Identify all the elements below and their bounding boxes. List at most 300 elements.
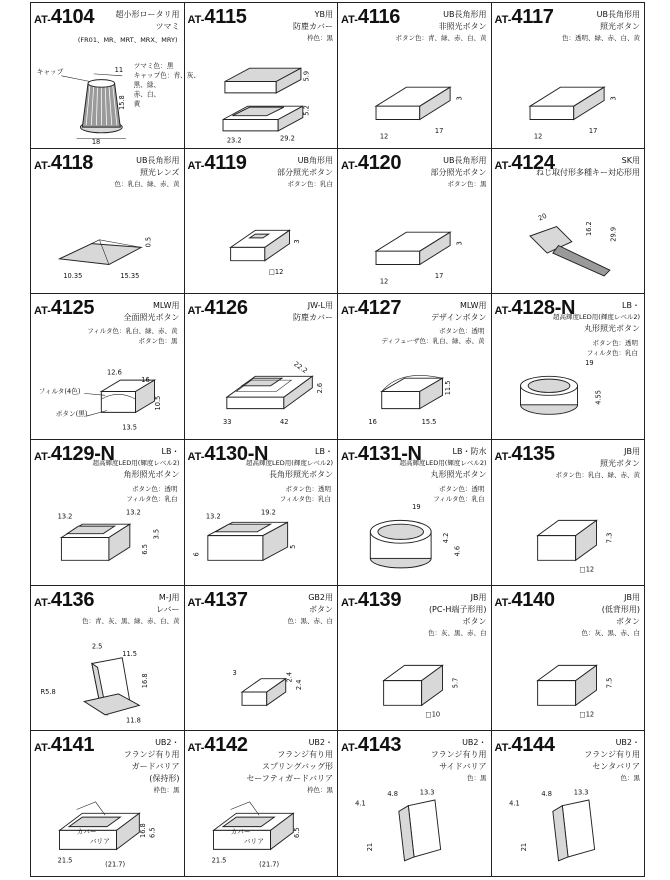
product-cell	[338, 586, 492, 732]
code-number: 4144	[511, 734, 555, 757]
dim-label: 33	[222, 417, 231, 426]
product-description	[428, 592, 487, 639]
code-prefix: AT-	[494, 159, 512, 172]
dim-label: 16.8	[140, 673, 149, 689]
product-code	[188, 7, 247, 27]
dim-label: 5.2	[302, 104, 311, 116]
dim-label: 3	[455, 95, 464, 101]
dim-label: 3.5	[152, 528, 161, 540]
product-cell	[338, 440, 492, 586]
code-number: 4139	[357, 588, 402, 611]
product-cell	[185, 294, 339, 440]
note-line: フィルタ色：乳白	[279, 495, 331, 503]
description-line: ツマミ	[155, 22, 180, 31]
description-line: JB用	[624, 447, 640, 456]
product-drawing	[31, 781, 184, 876]
box-front	[230, 248, 264, 261]
product-code	[495, 444, 555, 464]
dim-label: 23.2	[226, 135, 242, 144]
drawing-svg	[31, 490, 184, 585]
box-front	[61, 537, 109, 560]
dim-label: 12	[533, 132, 542, 141]
code-number: 4115	[204, 6, 247, 28]
button-label: ボタン(黒)	[55, 410, 88, 419]
description-line: 角形照光ボタン	[123, 470, 180, 479]
description-line: 枠色：黒	[307, 786, 333, 795]
dim-label: 21	[366, 842, 375, 852]
dim-label: 4.55	[593, 390, 602, 405]
code-prefix: AT-	[341, 742, 358, 755]
color-label: 黒、緑、	[133, 80, 161, 89]
product-drawing	[185, 344, 338, 439]
description-line: デザインボタン	[431, 313, 487, 323]
description-line: (保持形)	[149, 774, 180, 784]
note-line: (FR01、MR、MRT、MRX、MRY)	[77, 36, 178, 44]
product-code	[495, 7, 554, 27]
dim-label: 11.5	[122, 650, 138, 659]
product-code	[341, 153, 401, 173]
description-line: ねじ取付形多種キー対応形用	[536, 167, 640, 177]
dim-label: 7.5	[605, 677, 614, 689]
drawing-svg	[338, 635, 491, 730]
code-prefix: AT-	[341, 14, 358, 26]
product-description	[115, 155, 180, 190]
description-line: 色：乳白、緑、赤、黄	[114, 179, 180, 188]
box-front	[382, 392, 420, 409]
description-line: 色：黒	[467, 774, 487, 783]
product-description	[400, 446, 487, 481]
product-description	[582, 592, 641, 639]
dim-label: 29.9	[609, 227, 618, 243]
product-code	[34, 153, 93, 173]
dim-label: 6	[191, 551, 200, 557]
code-prefix: AT-	[187, 451, 205, 463]
dim-label: 11.8	[126, 716, 141, 725]
dim-label: 42	[279, 417, 288, 426]
product-cell	[185, 731, 339, 877]
note-line: フィルタ色：乳白、緑、赤、黄	[87, 327, 178, 336]
description-line: 色：灰、黒、赤、白	[581, 628, 640, 637]
dim-label: 17	[434, 272, 444, 281]
description-line: SK用	[621, 155, 640, 165]
note-line: ボタン色：透明	[285, 485, 331, 493]
description-line: JB用	[624, 592, 640, 602]
dim-label: □12	[268, 268, 283, 277]
leader-line	[61, 75, 90, 81]
code-number: 4142	[204, 734, 248, 757]
dim-label: 2.4	[294, 679, 303, 691]
product-drawing	[185, 198, 338, 293]
code-prefix: AT-	[34, 742, 51, 755]
round-inner	[528, 379, 570, 392]
code-prefix: AT-	[494, 596, 512, 609]
note-line: ボタン色：透明	[132, 485, 178, 493]
dim-label: 3	[292, 239, 301, 244]
drawing-svg	[31, 53, 201, 148]
code-number: 4143	[357, 734, 402, 757]
product-cell	[492, 440, 646, 586]
dim-label: 10.35	[63, 272, 83, 281]
dim-label: 13.2	[126, 508, 141, 517]
dim-label: 2.5	[91, 642, 103, 651]
product-cell	[31, 586, 185, 732]
code-number: 4136	[50, 588, 95, 611]
note-line: ボタン色：透明	[439, 485, 485, 493]
description-line: MLW用	[152, 301, 180, 311]
product-drawing	[31, 53, 201, 148]
note-line: フィルタ色：乳白	[126, 495, 178, 503]
code-prefix: AT-	[187, 14, 205, 26]
product-drawing	[492, 53, 645, 148]
code-prefix: AT-	[341, 596, 358, 609]
product-description	[277, 155, 333, 190]
product-drawing	[31, 344, 184, 439]
color-label: 赤、白、	[133, 90, 161, 99]
code-prefix: AT-	[34, 159, 51, 172]
code-number: 4126	[204, 297, 248, 320]
description-line: スプリングバッグ形	[261, 762, 333, 772]
dim-label: 6.5	[140, 543, 149, 555]
dim-label: (21.7)	[258, 860, 279, 869]
product-cell	[31, 294, 185, 440]
code-number: 4118	[50, 151, 94, 174]
dim-label: 7.3	[605, 532, 614, 543]
code-number: 4116	[357, 6, 401, 28]
key-blade	[552, 246, 609, 276]
product-description	[431, 300, 486, 324]
code-number: 4127	[357, 297, 402, 320]
code-number: 4141	[50, 734, 95, 757]
box-front	[537, 681, 575, 706]
code-prefix: AT-	[34, 596, 51, 609]
dim-label: 13.2	[57, 512, 73, 521]
drawing-svg	[31, 344, 184, 439]
code-prefix: AT-	[494, 451, 512, 463]
dim-label: 4.6	[453, 545, 462, 557]
code-prefix: AT-	[187, 596, 205, 609]
product-cell	[492, 731, 646, 877]
box-front	[384, 681, 422, 706]
description-line: ボタン色：青、緑、赤、白、黄	[395, 34, 487, 42]
barrier-label: バリア	[243, 837, 264, 846]
dim-label: 21.5	[57, 856, 73, 865]
dim-label: 3	[232, 669, 237, 678]
drawing-svg	[338, 490, 491, 585]
product-code	[495, 590, 555, 610]
product-cell	[31, 149, 185, 295]
code-prefix: AT-	[341, 305, 358, 318]
dim-label: 16	[141, 376, 150, 384]
dim-label: 29.2	[279, 134, 295, 143]
barrier-label: バリア	[89, 837, 110, 846]
dim-label: 2.4	[284, 672, 293, 683]
product-description	[396, 9, 487, 44]
product-notes	[37, 35, 178, 45]
code-number: 4120	[357, 151, 402, 174]
code-number: 4117	[511, 6, 554, 28]
description-line: YB用	[314, 10, 333, 19]
drawing-svg	[492, 490, 645, 585]
color-label: 黄	[133, 99, 141, 108]
dim-label: □12	[578, 565, 594, 574]
description-line: 超高輝度LED用(輝度レベル2)	[92, 459, 180, 467]
code-number: 4125	[50, 297, 95, 320]
description-line: ボタン	[616, 616, 640, 626]
drawing-svg	[185, 344, 338, 439]
dim-label: 15.8	[118, 94, 127, 110]
code-prefix: AT-	[187, 742, 205, 755]
dim-label: 22.2	[291, 359, 309, 376]
product-description	[431, 737, 487, 784]
product-cell	[185, 440, 339, 586]
box-front	[376, 106, 420, 119]
drawing-svg	[338, 781, 491, 876]
code-prefix: AT-	[341, 451, 358, 463]
product-drawing	[338, 344, 491, 439]
filter-label: フィルタ(4色)	[38, 387, 81, 396]
product-drawing	[338, 781, 491, 876]
dim-label: 13.2	[205, 512, 221, 521]
box-front	[530, 106, 574, 119]
product-drawing	[492, 635, 645, 730]
code-number: 4140	[511, 588, 555, 611]
note-line: ボタン色：透明	[592, 339, 638, 348]
round-inner	[378, 524, 424, 539]
product-code	[188, 590, 248, 610]
code-prefix: AT-	[341, 159, 358, 172]
dim-label: 19.2	[260, 508, 276, 517]
description-line: 超高輝度LED用(輝度レベル2)	[553, 313, 640, 322]
product-description	[584, 737, 640, 784]
dim-label: 10.5	[154, 395, 163, 411]
description-line: 超高輝度LED用(輝度レベル2)	[246, 459, 333, 467]
description-line: ボタン色：乳白、緑、赤、黄	[555, 471, 640, 479]
description-line: 照光ボタン	[600, 22, 640, 31]
code-prefix: AT-	[187, 159, 205, 172]
code-prefix: AT-	[187, 305, 205, 318]
description-line: JW-L用	[307, 301, 333, 311]
code-number: 4128-N	[511, 297, 576, 320]
product-drawing	[185, 781, 338, 876]
description-line: サイドバリア	[439, 762, 487, 772]
description-line: ボタン色：黒	[447, 179, 487, 188]
description-line: UB2・	[462, 738, 487, 748]
box-front	[223, 119, 278, 130]
description-line: フランジ有り用	[277, 750, 333, 760]
dim-label: 18	[91, 137, 101, 146]
product-drawing	[338, 635, 491, 730]
product-grid	[30, 2, 645, 877]
dim-label: 3	[455, 241, 464, 246]
description-line: フランジ有り用	[584, 750, 640, 760]
product-code	[34, 735, 94, 755]
product-drawing	[492, 198, 645, 293]
product-drawing	[492, 781, 645, 876]
product-code	[341, 7, 400, 27]
product-description	[293, 300, 333, 324]
product-drawing	[31, 490, 184, 585]
product-drawing	[338, 53, 491, 148]
dim-label: 4.2	[442, 532, 451, 543]
drawing-svg	[338, 198, 491, 293]
leader-line	[86, 411, 107, 417]
code-number: 4130-N	[204, 443, 269, 465]
dim-label: 17	[434, 126, 444, 135]
description-line: セーフティガードバリア	[246, 774, 333, 784]
description-line: 色：黒、赤、白	[287, 616, 333, 625]
drawing-svg	[492, 53, 645, 148]
description-line: ボタン	[309, 604, 333, 614]
product-description	[124, 300, 180, 324]
description-line: フランジ有り用	[123, 750, 180, 760]
dim-label: 19	[584, 358, 594, 367]
drawing-svg	[492, 781, 645, 876]
product-cell	[338, 149, 492, 295]
product-description	[293, 9, 333, 44]
code-prefix: AT-	[494, 742, 512, 755]
dim-label: 3	[609, 95, 618, 101]
dim-label: 4.1	[355, 799, 366, 808]
note-line: フィルタ色：乳白	[586, 349, 638, 358]
dim-label: 4.1	[508, 799, 520, 808]
code-number: 4119	[204, 151, 247, 174]
description-line: M-J用	[158, 592, 180, 602]
description-line: 超高輝度LED用(輝度レベル2)	[399, 459, 487, 467]
description-line: JB用	[470, 592, 487, 602]
description-line: 色：黒	[620, 774, 640, 783]
box-front	[242, 692, 267, 705]
drawing-svg	[185, 635, 338, 730]
dim-label: 16	[368, 417, 377, 426]
product-description	[288, 592, 334, 627]
product-description	[431, 155, 487, 190]
description-line: 照光ボタン	[600, 459, 640, 468]
description-line: ボタン	[462, 616, 487, 626]
code-prefix: AT-	[34, 305, 51, 318]
description-line: MLW用	[459, 301, 487, 311]
dim-label: □10	[425, 711, 441, 720]
dim-label: 16.8	[139, 823, 148, 838]
description-line: 丸形照光ボタン	[584, 324, 640, 334]
dim-label: 11	[114, 65, 124, 74]
description-line: UB長角形用	[443, 10, 487, 19]
description-line: LB・	[161, 447, 180, 456]
description-line: 照光レンズ	[139, 167, 180, 177]
product-drawing	[338, 490, 491, 585]
product-cell	[31, 731, 185, 877]
dim-label: 2.6	[315, 382, 324, 394]
cap-label: キャップ	[36, 67, 64, 76]
box-front	[226, 397, 283, 408]
product-cell	[492, 3, 646, 149]
product-drawing	[492, 490, 645, 585]
product-cell	[185, 3, 339, 149]
product-code	[341, 298, 401, 318]
product-code	[34, 298, 94, 318]
description-line: UB長角形用	[596, 10, 640, 19]
description-line: UB2・	[615, 738, 640, 748]
description-line: 部分照光ボタン	[277, 167, 333, 177]
dim-label: 5	[288, 544, 297, 549]
code-number: 4131-N	[357, 443, 422, 465]
dim-label: 0.5	[144, 237, 153, 248]
product-drawing	[185, 53, 338, 148]
code-number: 4124	[511, 151, 555, 174]
drawing-svg	[492, 344, 645, 439]
product-code	[188, 735, 248, 755]
drawing-svg	[338, 344, 491, 439]
dim-label: 20	[536, 212, 548, 223]
product-cell	[492, 586, 646, 732]
product-drawing	[31, 635, 184, 730]
description-line: 枠色：黒	[307, 34, 333, 42]
description-line: 防塵カバー	[293, 313, 333, 323]
drawing-svg	[31, 635, 184, 730]
dim-label: R5.8	[40, 688, 56, 697]
product-cell	[338, 731, 492, 877]
description-line: LB・	[315, 447, 333, 456]
note-line: ボタン色：透明	[439, 327, 485, 336]
drawing-svg	[185, 53, 338, 148]
color-label: ツマミ色：黒	[133, 61, 174, 70]
description-line: 色：灰、黒、赤、白	[428, 628, 487, 637]
description-line: 非照光ボタン	[438, 22, 487, 31]
dim-label: (21.7)	[105, 860, 126, 869]
cover-label: カバー	[76, 828, 97, 837]
note-line: ボタン色：黒	[138, 337, 178, 346]
dim-label: 12	[379, 277, 389, 286]
description-line: UB角形用	[297, 155, 333, 165]
description-line: 超小形ロータリ用	[115, 10, 180, 19]
product-code	[495, 735, 555, 755]
knob-cap	[88, 79, 115, 87]
drawing-svg	[492, 198, 645, 293]
drawing-svg	[185, 781, 338, 876]
drawing-svg	[185, 490, 338, 585]
product-drawing	[492, 344, 645, 439]
description-line: 色：青、灰、黒、緑、赤、白、黄	[82, 616, 180, 625]
product-cell	[185, 586, 339, 732]
product-code	[188, 298, 248, 318]
dim-label: 4.8	[387, 790, 398, 799]
dim-label: 12.6	[107, 368, 122, 377]
code-number: 4135	[511, 443, 555, 465]
product-drawing	[338, 198, 491, 293]
description-line: 丸形照光ボタン	[430, 470, 487, 479]
product-cell	[31, 440, 185, 586]
dim-label: 4.8	[540, 790, 552, 799]
description-line: (PC-H端子形用)	[428, 604, 487, 614]
dim-label: 12	[379, 132, 389, 141]
lens-base	[60, 244, 142, 265]
dim-label: 5.9	[302, 70, 311, 82]
dim-label: □12	[578, 711, 594, 720]
description-line: UB2・	[308, 738, 333, 748]
product-code	[341, 735, 401, 755]
drawing-svg	[31, 781, 184, 876]
description-line: (低背形用)	[601, 604, 640, 614]
product-code	[188, 153, 247, 173]
drawing-svg	[185, 198, 338, 293]
product-description	[562, 9, 640, 44]
code-prefix: AT-	[494, 14, 512, 26]
product-code	[34, 7, 94, 27]
dim-label: 5.7	[451, 677, 460, 689]
code-prefix: AT-	[34, 451, 51, 463]
dim-label: 13.3	[419, 788, 435, 797]
product-cell	[492, 294, 646, 440]
dim-label: 11.5	[444, 380, 453, 396]
